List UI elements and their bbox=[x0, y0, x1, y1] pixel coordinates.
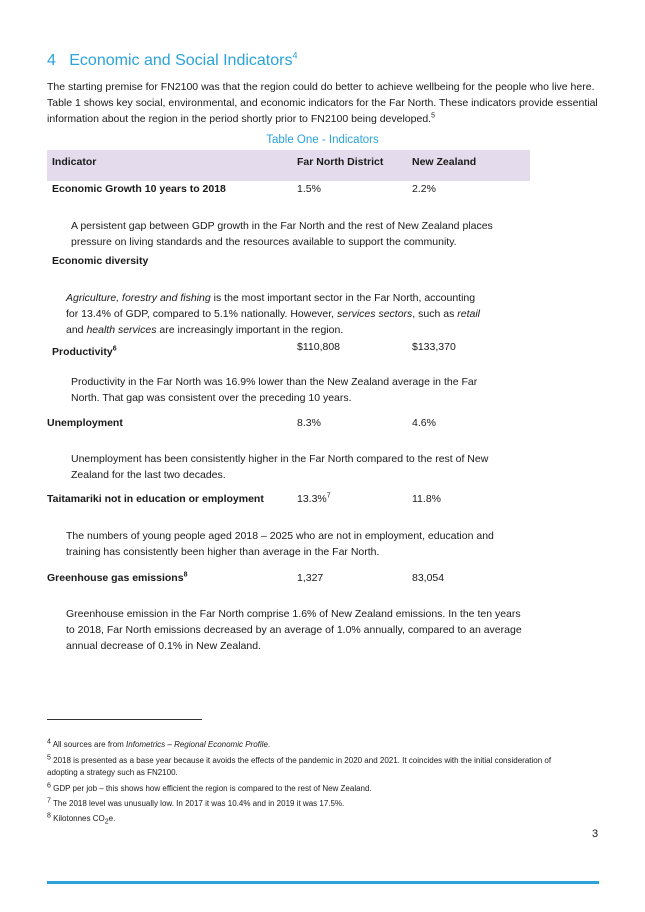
row-description: The numbers of young people aged 2018 – 2025 who are not in employment, education and training has consistently been higher than average in the Far North. bbox=[66, 530, 494, 558]
value-far-north: 13.3%$^7$ bbox=[297, 492, 331, 505]
row-label-economic-diversity: Economic diversity bbox=[52, 255, 149, 267]
row-label-greenhouse: Greenhouse gas emissions$^8$ bbox=[47, 571, 188, 584]
value-far-north: 8.3% bbox=[297, 417, 321, 429]
footnote-ref: 5 bbox=[431, 112, 435, 120]
header-indicator: Indicator bbox=[52, 156, 97, 168]
row-label-economic-growth: Economic Growth 10 years to 2018 bbox=[52, 183, 226, 195]
value-far-north: $110,808 bbox=[297, 341, 341, 353]
section-title: Economic and Social Indicators bbox=[69, 52, 293, 69]
intro-paragraph bbox=[47, 79, 607, 127]
page-number: 3 bbox=[592, 828, 599, 840]
footnote-5: $^5$ 2018 is presented as a base year because it avoids the effects of the pandemic in 2020 and 2021. It coincides with the initial consideration of adopting a strategy such as FN2100. bbox=[47, 754, 552, 777]
footnote-ref: 4 bbox=[292, 50, 298, 61]
row-label-unemployment: Unemployment bbox=[47, 417, 123, 429]
footnote-6: $^6$ GDP per job – this shows how efficient the region is compared to the rest of New Zealand. bbox=[47, 782, 372, 793]
row-description: Greenhouse emission in the Far North comprise 1.6% of New Zealand emissions. In the ten years to 2018, Far North emissions decreased by an average of 1.0% annually, compared to an average annual decrease of 0.1% in New Zealand. bbox=[66, 608, 522, 652]
footnote-ref: 8 bbox=[183, 571, 188, 579]
value-far-north: 1.5% bbox=[297, 183, 321, 195]
value-new-zealand: 83,054 bbox=[412, 572, 445, 584]
section-number: 4 bbox=[47, 52, 56, 69]
value-new-zealand: 11.8% bbox=[412, 493, 441, 505]
footnote-separator bbox=[47, 719, 202, 720]
footnote-7: $^7$ The 2018 level was unusually low. In 2017 it was 10.4% and in 2019 it was 17.5%. bbox=[47, 797, 345, 808]
intro-text: The starting premise for FN2100 was that the region could do better to achieve wellbeing for the people who live here. Table 1 shows key social, environmental, and economic indicators for the Far North. These indicators provide essential information about the region in the period shortly prior to FN2100 being developed. bbox=[47, 81, 598, 125]
header-new-zealand: New Zealand bbox=[412, 156, 477, 168]
value-far-north: 1,327 bbox=[297, 572, 324, 584]
value-new-zealand: 2.2% bbox=[412, 183, 436, 195]
value-new-zealand: $133,370 bbox=[412, 341, 456, 353]
header-far-north: Far North District bbox=[297, 156, 384, 168]
section-heading bbox=[47, 52, 298, 70]
table-title: Table One - Indicators bbox=[266, 134, 379, 146]
row-description: Productivity in the Far North was 16.9% lower than the New Zealand average in the Far North. That gap was consistent over the preceding 10 years. bbox=[71, 376, 478, 404]
row-label-taitamariki: Taitamariki not in education or employment bbox=[47, 493, 264, 505]
row-description: A persistent gap between GDP growth in the Far North and the rest of New Zealand places pressure on living standards and the resources available to support the community. bbox=[71, 220, 493, 248]
row-label-productivity: Productivity$^6$ bbox=[52, 345, 117, 358]
bottom-rule bbox=[47, 881, 599, 884]
row-description: Agriculture, forestry and fishing is the most important sector in the Far North, accounting for 13.4% of GDP, compared to 5.1% nationally. However, services sectors, such as retail and health services are increasingly important in the region. bbox=[66, 292, 481, 336]
footnote-4: $^4$ All sources are from Infometrics – Regional Economic Profile. bbox=[47, 738, 271, 749]
row-description: Unemployment has been consistently higher in the Far North compared to the rest of New Zealand for the last two decades. bbox=[71, 453, 489, 481]
footnote-8: $^8$ Kilotonnes $CO_2e$. bbox=[47, 812, 116, 826]
value-new-zealand: 4.6% bbox=[412, 417, 436, 429]
footnote-ref: 6 bbox=[112, 345, 117, 353]
footnote-ref: 7 bbox=[326, 492, 331, 500]
